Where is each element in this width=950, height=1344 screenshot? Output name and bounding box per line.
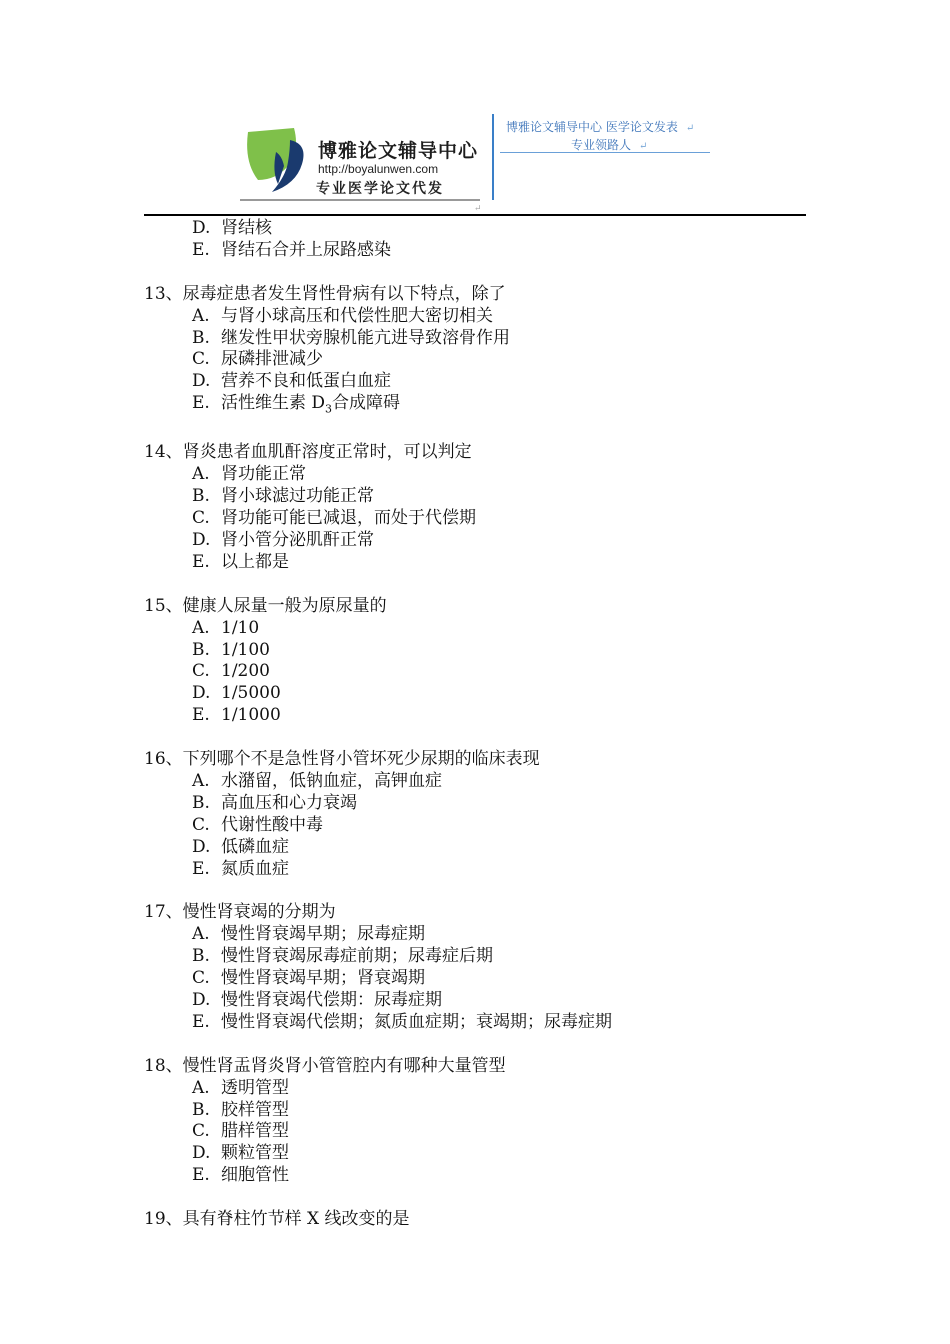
paragraph-mark-icon: ↵ bbox=[474, 204, 482, 214]
question-18 bbox=[144, 1056, 824, 1187]
tagline-line1: 博雅论文辅导中心 医学论文发表 ↵ bbox=[506, 120, 695, 134]
question-text: 16、下列哪个不是急性肾小管坏死少尿期的临床表现 bbox=[144, 749, 540, 770]
option-e: E. 慢性肾衰竭代偿期；氮质血症期；衰竭期；尿毒症期 bbox=[192, 1011, 612, 1032]
option-b: B. 高血压和心力衰竭 bbox=[192, 792, 357, 813]
option-e: E. 肾结石合并上尿路感染 bbox=[192, 239, 391, 260]
option-d: D. 1/5000 bbox=[192, 683, 281, 704]
option-a: A. 透明管型 bbox=[192, 1077, 289, 1098]
option-a: A. 慢性肾衰竭早期；尿毒症期 bbox=[192, 924, 425, 945]
question-19 bbox=[144, 1209, 824, 1231]
question-13 bbox=[144, 284, 824, 421]
option-a: A. 水潴留，低钠血症，高钾血症 bbox=[192, 770, 442, 791]
tagline-line2: 专业领路人 ↵ bbox=[571, 138, 648, 152]
logo bbox=[238, 120, 484, 202]
option-c: C. 慢性肾衰竭早期；肾衰竭期 bbox=[192, 968, 425, 989]
option-b: B. 肾小球滤过功能正常 bbox=[192, 486, 374, 507]
question-list bbox=[144, 218, 824, 1253]
question-17 bbox=[144, 902, 824, 1033]
option-c: C. 腊样管型 bbox=[192, 1121, 289, 1142]
option-b: B. 慢性肾衰竭尿毒症前期；尿毒症后期 bbox=[192, 946, 493, 967]
question-text: 18、慢性肾盂肾炎肾小管管腔内有哪种大量管型 bbox=[144, 1055, 506, 1076]
question-16 bbox=[144, 749, 824, 880]
header-rule bbox=[144, 214, 806, 216]
option-a: A. 与肾小球高压和代偿性肥大密切相关 bbox=[192, 305, 493, 326]
leaf-logo-icon bbox=[242, 122, 316, 194]
question-text: 14、肾炎患者血肌酐溶度正常时，可以判定 bbox=[144, 442, 472, 463]
brand-url[interactable]: http://boyalunwen.com bbox=[318, 162, 439, 176]
option-e: E. 1/1000 bbox=[192, 705, 281, 726]
tagline-rule bbox=[500, 152, 710, 153]
option-e: E. 以上都是 bbox=[192, 551, 289, 572]
question-text: 15、健康人尿量一般为原尿量的 bbox=[144, 595, 387, 616]
question-text: 13、尿毒症患者发生肾性骨病有以下特点，除了 bbox=[144, 283, 506, 304]
option-b: B. 继发性甲状旁腺机能亢进导致溶骨作用 bbox=[192, 327, 510, 348]
question-text: 17、慢性肾衰竭的分期为 bbox=[144, 902, 336, 923]
option-e: E. 细胞管性 bbox=[192, 1165, 289, 1186]
option-b: B. 胶样管型 bbox=[192, 1099, 289, 1120]
brand-slogan: 专业医学论文代发 bbox=[316, 181, 444, 197]
option-a: A. 肾功能正常 bbox=[192, 464, 306, 485]
option-d: D. 低磷血症 bbox=[192, 836, 289, 857]
option-e: E. 活性维生素 $D_3$合成障碍 bbox=[192, 393, 401, 416]
question-15 bbox=[144, 596, 824, 727]
brand-name: 博雅论文辅导中心 bbox=[318, 140, 479, 162]
option-c: C. 尿磷排泄减少 bbox=[192, 349, 323, 370]
option-c: C. 肾功能可能已减退，而处于代偿期 bbox=[192, 508, 476, 529]
page-header bbox=[238, 108, 718, 214]
option-d: D. 颗粒管型 bbox=[192, 1143, 289, 1164]
option-c: C. 1/200 bbox=[192, 661, 270, 682]
option-d: D. 肾小管分泌肌酐正常 bbox=[192, 530, 374, 551]
option-d: D. 肾结核 bbox=[192, 218, 272, 238]
logo-underline bbox=[240, 199, 480, 201]
option-b: B. 1/100 bbox=[192, 639, 270, 660]
question-14 bbox=[144, 442, 824, 573]
option-e: E. 氮质血症 bbox=[192, 858, 289, 879]
option-d: D. 慢性肾衰竭代偿期：尿毒症期 bbox=[192, 990, 442, 1011]
option-a: A. 1/10 bbox=[192, 617, 260, 638]
option-c: C. 代谢性酸中毒 bbox=[192, 814, 323, 835]
question-text: 19、具有脊柱竹节样 X 线改变的是 bbox=[144, 1209, 410, 1230]
option-d: D. 营养不良和低蛋白血症 bbox=[192, 371, 391, 392]
question-continuation bbox=[144, 218, 824, 262]
header-divider bbox=[492, 114, 494, 200]
